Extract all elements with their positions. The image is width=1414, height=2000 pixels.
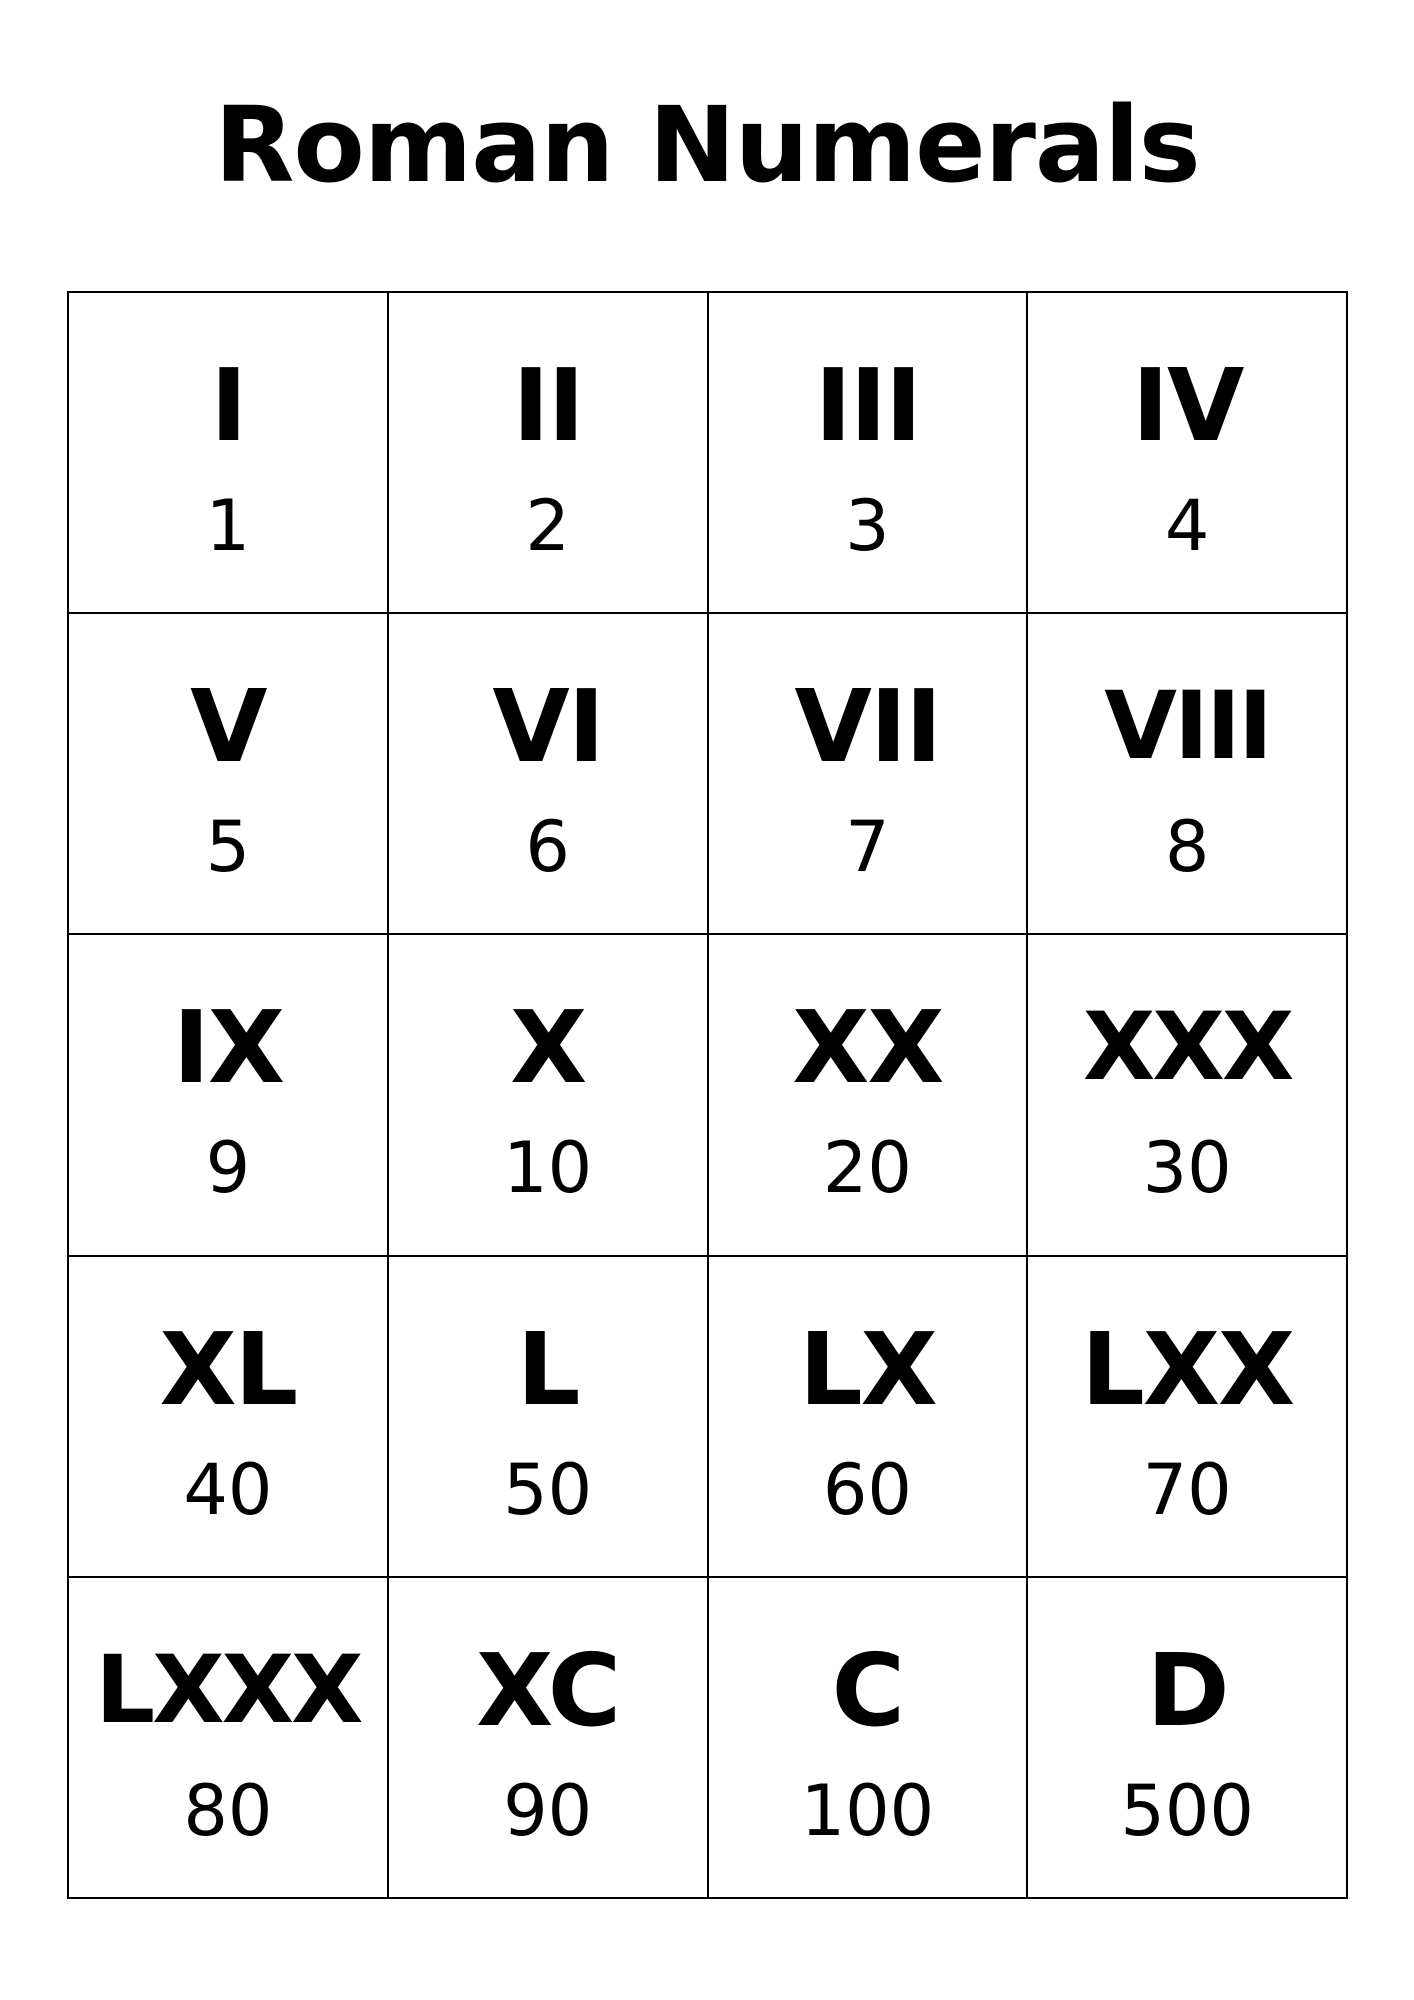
arabic-number: 4: [1164, 485, 1210, 567]
roman-numeral: D: [1146, 1631, 1228, 1749]
arabic-number: 5: [205, 806, 251, 889]
numeral-cell: [709, 293, 1029, 614]
roman-numeral: IV: [1131, 347, 1243, 464]
numeral-cell: [389, 293, 709, 614]
numeral-cell: [389, 1257, 709, 1578]
numeral-cell: [69, 1257, 389, 1578]
arabic-number: 2: [525, 485, 570, 567]
roman-numeral: I: [210, 347, 246, 464]
roman-numeral: VIII: [1104, 672, 1270, 782]
arabic-number: 20: [822, 1127, 912, 1210]
roman-numeral: L: [516, 1310, 579, 1428]
numeral-cell: [69, 1578, 389, 1899]
roman-numeral: XX: [792, 989, 943, 1107]
numeral-cell: [709, 1257, 1029, 1578]
numeral-cell: [1028, 1257, 1348, 1578]
numeral-cell: [389, 1578, 709, 1899]
roman-numeral: V: [190, 668, 266, 786]
page-title: Roman Numerals: [214, 84, 1200, 206]
arabic-number: 80: [183, 1769, 273, 1852]
numerals-grid: [67, 291, 1348, 1899]
arabic-number: 90: [503, 1769, 593, 1852]
roman-numeral: X: [510, 989, 586, 1107]
numeral-cell: [389, 614, 709, 935]
numeral-cell: [1028, 935, 1348, 1256]
roman-numeral: XXX: [1082, 993, 1292, 1103]
arabic-number: 40: [183, 1448, 273, 1531]
roman-numeral: XL: [159, 1310, 297, 1428]
numeral-cell: [1028, 293, 1348, 614]
numeral-cell: [1028, 614, 1348, 935]
roman-numeral: VII: [794, 668, 941, 786]
roman-numeral: IX: [172, 989, 284, 1107]
numeral-cell: [709, 935, 1029, 1256]
arabic-number: 500: [1120, 1769, 1254, 1852]
numeral-cell: [1028, 1578, 1348, 1899]
roman-numeral: XC: [476, 1631, 620, 1749]
arabic-number: 9: [205, 1127, 251, 1210]
roman-numeral: II: [512, 347, 583, 464]
arabic-number: 100: [800, 1769, 935, 1852]
arabic-number: 50: [503, 1448, 593, 1531]
numeral-cell: [709, 1578, 1029, 1899]
roman-numeral: C: [831, 1631, 904, 1749]
arabic-number: 3: [845, 485, 890, 567]
arabic-number: 7: [845, 806, 890, 889]
arabic-number: 10: [503, 1127, 593, 1210]
numeral-cell: [69, 935, 389, 1256]
roman-numeral: LXX: [1081, 1310, 1294, 1428]
arabic-number: 1: [205, 485, 251, 567]
arabic-number: 30: [1142, 1127, 1232, 1210]
numeral-cell: [709, 614, 1029, 935]
roman-numeral: LX: [798, 1310, 936, 1428]
arabic-number: 8: [1164, 806, 1210, 889]
numeral-cell: [389, 935, 709, 1256]
roman-numeral: III: [814, 347, 921, 464]
arabic-number: 70: [1142, 1448, 1232, 1531]
arabic-number: 6: [525, 806, 570, 889]
numeral-cell: [69, 293, 389, 614]
roman-numeral: LXXX: [95, 1635, 361, 1745]
roman-numeral: VI: [492, 668, 603, 786]
arabic-number: 60: [822, 1448, 912, 1531]
numeral-cell: [69, 614, 389, 935]
